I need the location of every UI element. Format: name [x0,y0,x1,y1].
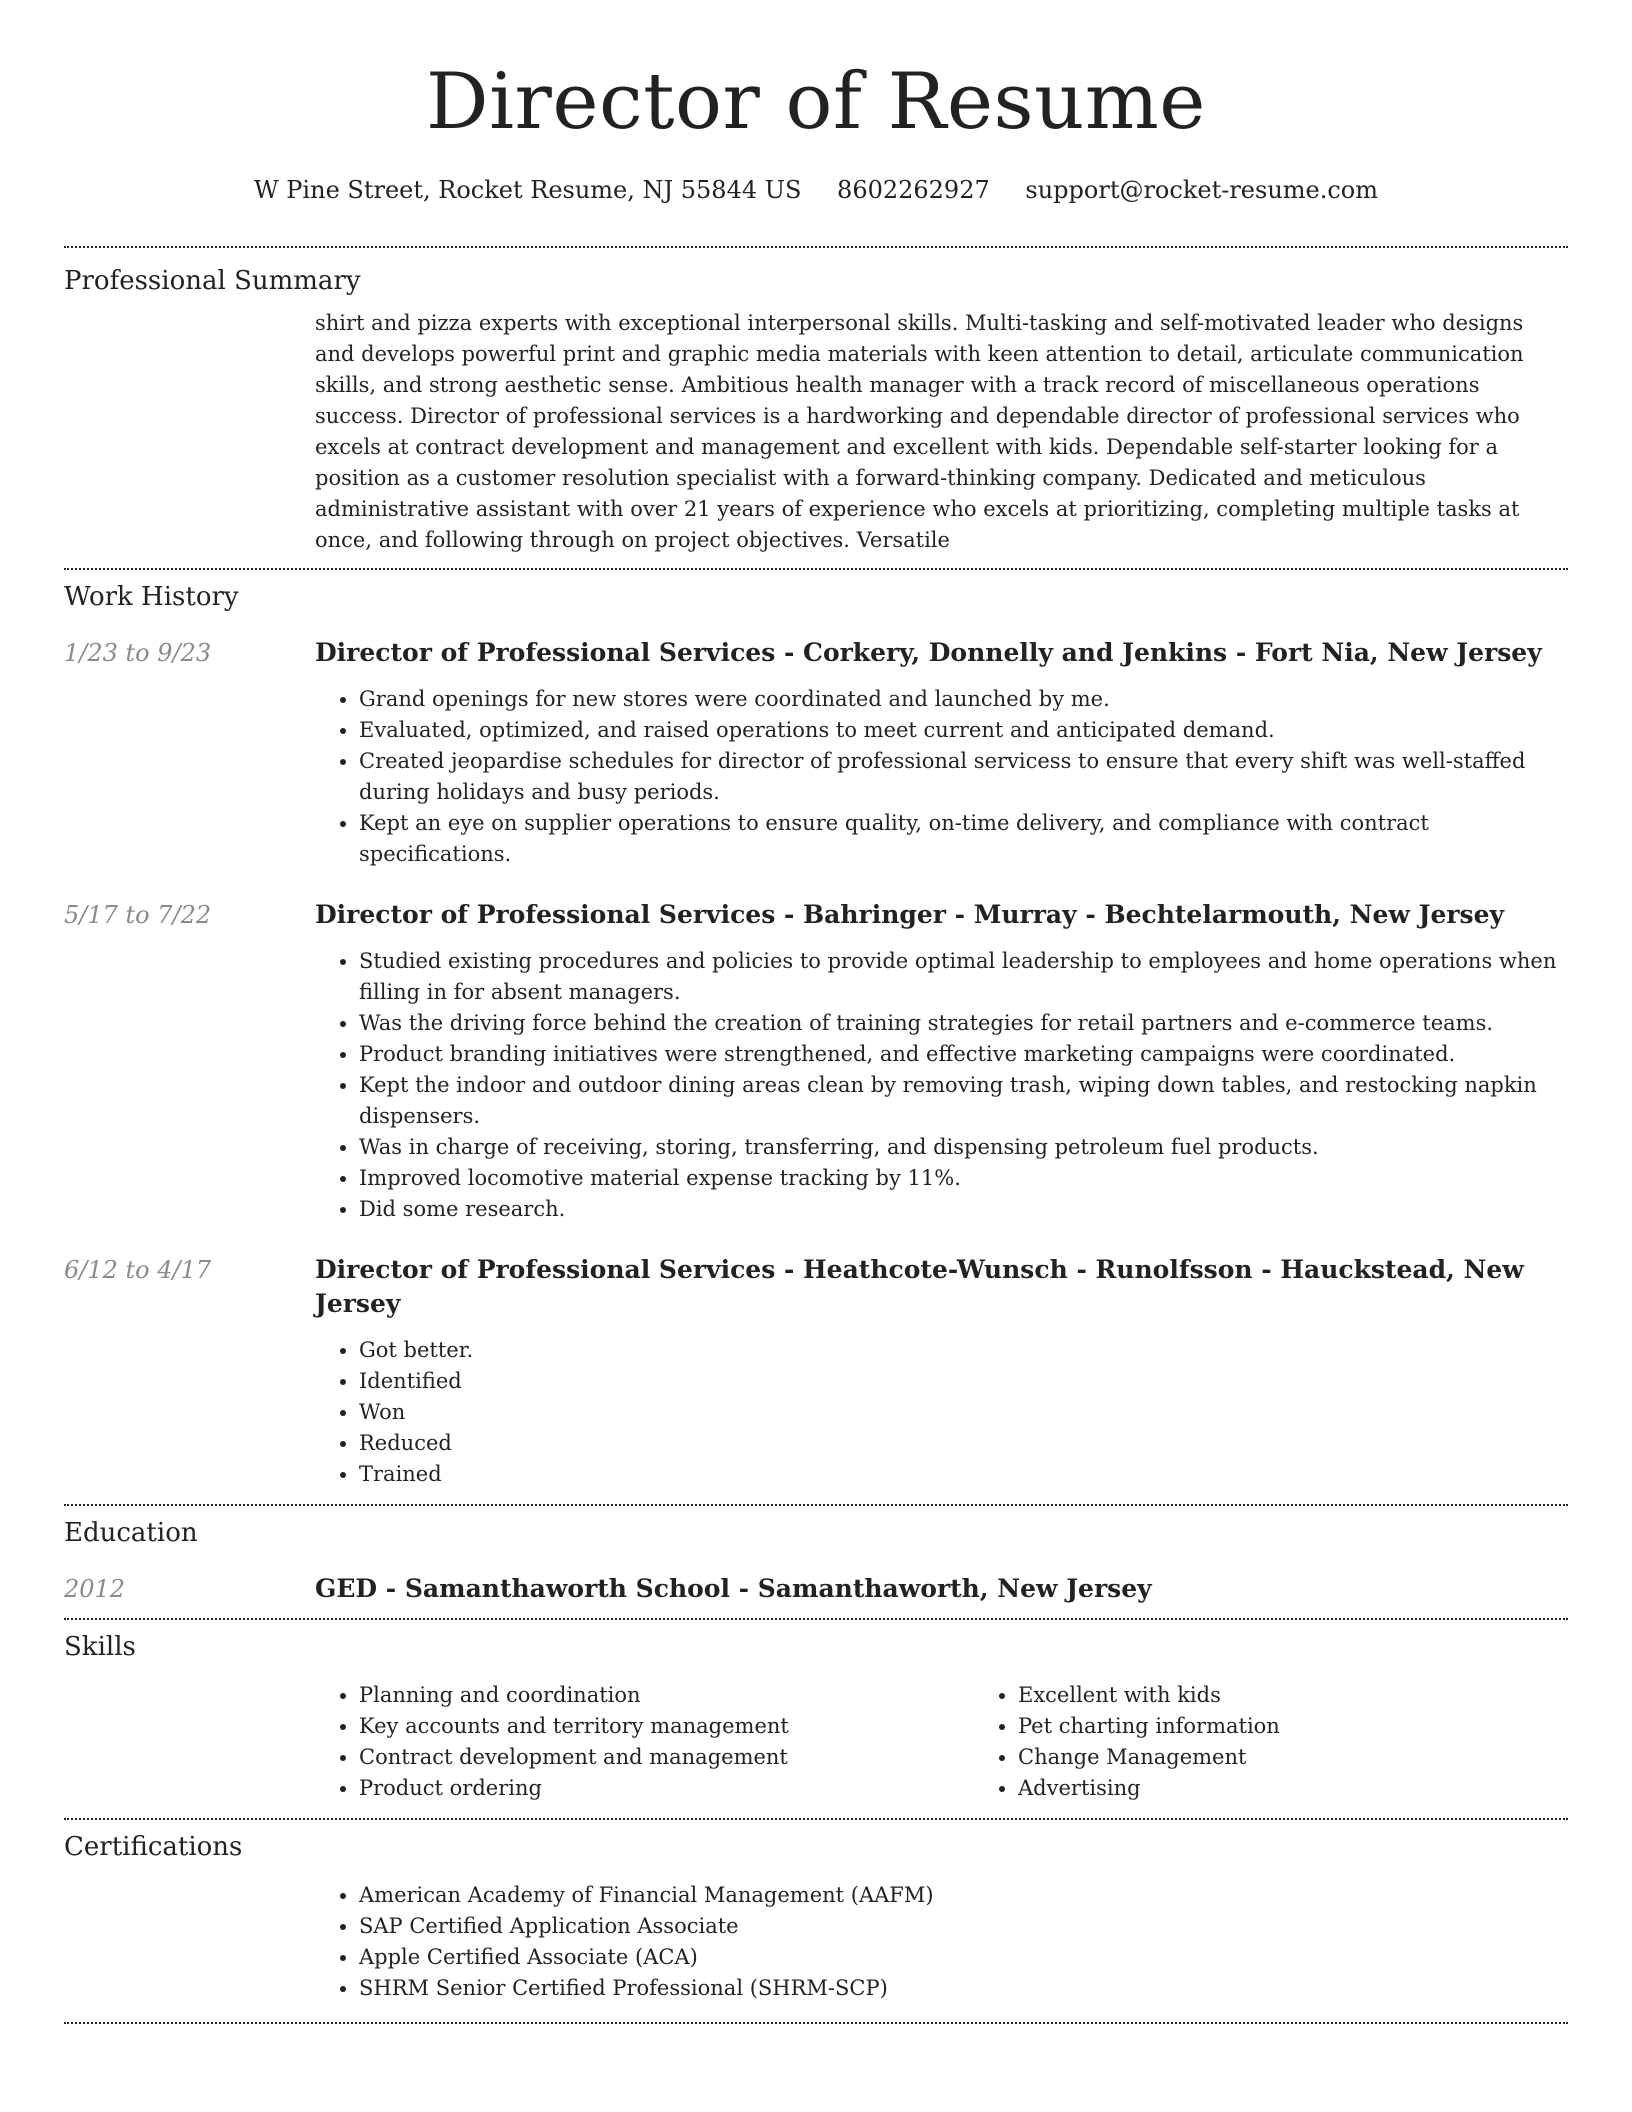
list-item: • Created jeopardise schedules for director of professional servicess to ensure that every shift was well-staffed during holidays and busy periods. [359,746,1568,808]
list-item: • Did some research. [359,1194,1568,1225]
list-item: • Grand openings for new stores were coordinated and launched by me. [359,684,1568,715]
job-heading: Director of Professional Services - Corkery, Donnelly and Jenkins - Fort Nia, New Jersey [315,638,1542,667]
list-item: • Pet charting information [1018,1711,1632,1742]
list-item: • Was the driving force behind the creation of training strategies for retail partners and e-commerce teams. [359,1008,1568,1039]
education-entry [64,1572,1568,1606]
section-title-summary: Professional Summary [64,266,361,296]
section-title-certifications: Certifications [64,1832,243,1862]
job-entry [64,898,1568,1225]
list-item: • Planning and coordination [359,1680,974,1711]
list-item: • Key accounts and territory management [359,1711,974,1742]
job-heading: Director of Professional Services - Heathcote-Wunsch - Runolfsson - Hauckstead, New Jersey [315,1255,1524,1318]
resume-header [64,0,1568,208]
list-item: • Reduced [359,1428,1568,1459]
skills-section [64,1620,1568,1804]
list-item: • Apple Certified Associate (ACA) [359,1942,1568,1973]
list-item: • Was in charge of receiving, storing, transferring, and dispensing petroleum fuel products. [359,1132,1568,1163]
certifications-section [64,1820,1568,2004]
job-dates: 5/17 to 7/22 [64,901,212,929]
job-dates: 1/23 to 9/23 [64,639,212,667]
job-dates: 6/12 to 4/17 [64,1256,212,1284]
skills-list-right [974,1680,1632,1804]
list-item: • Got better. [359,1335,1568,1366]
skills-grid [315,1680,1632,1804]
divider [64,2022,1568,2024]
list-item: • Contract development and management [359,1742,974,1773]
job-entry [64,1253,1568,1490]
contact-email: support@rocket-resume.com [1025,176,1379,204]
job-bullets [315,946,1568,1225]
list-item: • American Academy of Financial Management (AAFM) [359,1880,1568,1911]
list-item: • Kept an eye on supplier operations to ensure quality, on-time delivery, and compliance with contract specifications. [359,808,1568,870]
work-history-section [64,570,1568,1490]
job-heading: Director of Professional Services - Bahringer - Murray - Bechtelarmouth, New Jersey [315,900,1505,929]
list-item: • Kept the indoor and outdoor dining areas clean by removing trash, wiping down tables, and restocking napkin dispensers. [359,1070,1568,1132]
list-item: • Trained [359,1459,1568,1490]
list-item: • Change Management [1018,1742,1632,1773]
list-item: • Improved locomotive material expense tracking by 11%. [359,1163,1568,1194]
job-entry [64,636,1568,870]
education-heading: GED - Samanthaworth School - Samanthaworth, New Jersey [315,1574,1152,1603]
list-item: • Evaluated, optimized, and raised operations to meet current and anticipated demand. [359,715,1568,746]
education-section [64,1506,1568,1606]
section-title-education: Education [64,1518,198,1548]
summary-section [64,248,1568,556]
list-item: • SHRM Senior Certified Professional (SHRM-SCP) [359,1973,1568,2004]
list-item: • Advertising [1018,1773,1632,1804]
skills-list-left [315,1680,974,1804]
certifications-list [315,1880,1568,2004]
list-item: • Identified [359,1366,1568,1397]
contact-address: W Pine Street, Rocket Resume, NJ 55844 US [253,176,802,204]
section-title-skills: Skills [64,1632,136,1662]
summary-text: shirt and pizza experts with exceptional interpersonal skills. Multi-tasking and self-motivated leader who designs and develops powerful print and graphic media materials with keen attention to detail, articulate communication skills, and strong aesthetic sense. Ambitious health manager with a track record of miscellaneous operations success. Director of professional services is a hardworking and dependable director of professional services who excels at contract development and management and excellent with kids. Dependable self-starter looking for a position as a customer resolution specialist with a forward-thinking company. Dedicated and meticulous administrative assistant with over 21 years of experience who excels at prioritizing, completing multiple tasks at once, and following through on project objectives. Versatile [315,311,1524,552]
list-item: • Won [359,1397,1568,1428]
contact-phone: 8602262927 [837,176,990,204]
section-title-work-history: Work History [64,582,239,612]
contact-line [64,172,1568,208]
job-bullets [315,684,1568,870]
job-bullets [315,1335,1568,1490]
education-year: 2012 [64,1575,126,1603]
list-item: • SAP Certified Application Associate [359,1911,1568,1942]
list-item: • Product ordering [359,1773,974,1804]
list-item: • Studied existing procedures and policies to provide optimal leadership to employees and home operations when filling in for absent managers. [359,946,1568,1008]
list-item: • Product branding initiatives were strengthened, and effective marketing campaigns were coordinated. [359,1039,1568,1070]
candidate-name: Director of Resume [426,57,1206,147]
list-item: • Excellent with kids [1018,1680,1632,1711]
